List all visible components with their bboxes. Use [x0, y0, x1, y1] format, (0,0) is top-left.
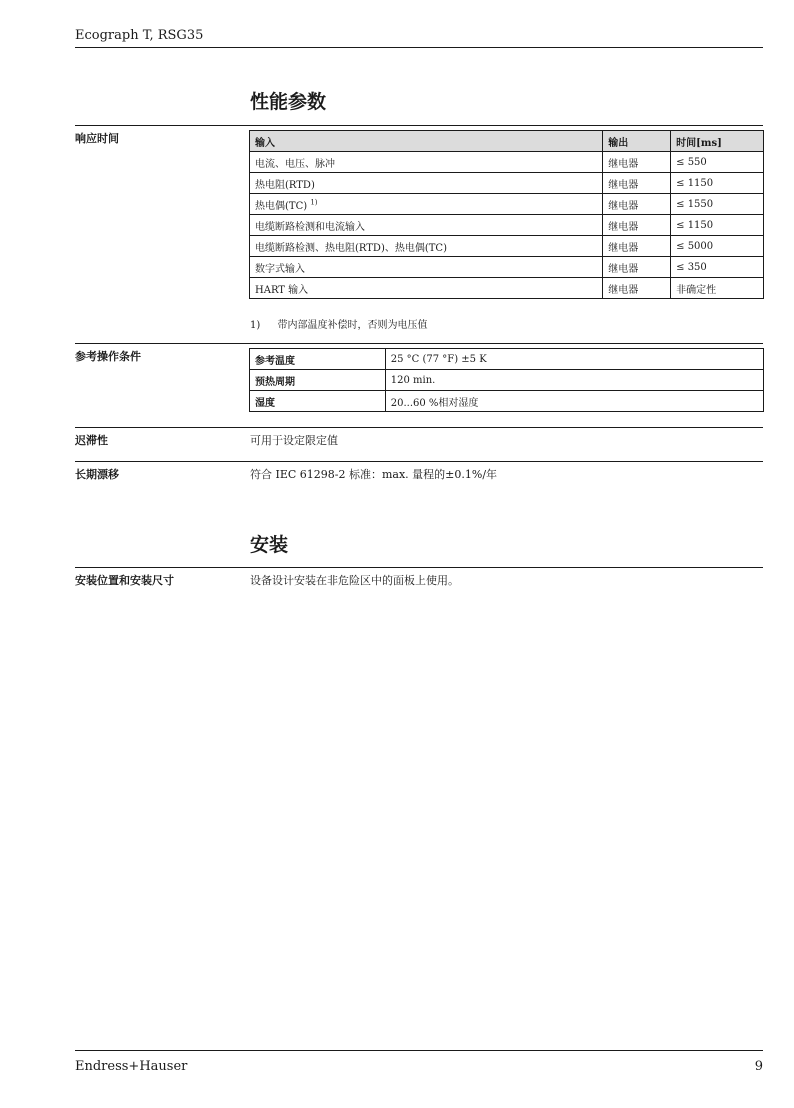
- divider-reference-conditions: [75, 343, 763, 344]
- cell-time: ≤ 1550: [671, 194, 764, 215]
- cell-output: 继电器: [603, 215, 671, 236]
- column-header-output: 输出: [603, 131, 671, 152]
- header-rule: [75, 47, 763, 48]
- cell-input: 电缆断路检测和电流输入: [250, 215, 603, 236]
- label-reference-conditions: 参考操作条件: [75, 350, 141, 363]
- divider-response-time: [75, 125, 763, 126]
- table-row: [250, 349, 764, 370]
- footer-brand: Endress+Hauser: [75, 1059, 188, 1074]
- cell-time: ≤ 1150: [671, 215, 764, 236]
- cell-input: 电缆断路检测、热电阻(RTD)、热电偶(TC): [250, 236, 603, 257]
- label-response-time: 响应时间: [75, 132, 119, 145]
- cell-time: ≤ 550: [671, 152, 764, 173]
- table-row: [250, 152, 764, 173]
- cell-output: 继电器: [603, 152, 671, 173]
- long-term-drift-text: 符合 IEC 61298-2 标准：max. 量程的±0.1%/年: [250, 468, 498, 481]
- document-title: Ecograph T, RSG35: [75, 28, 204, 43]
- label-hysteresis: 迟滞性: [75, 434, 108, 447]
- response-time-table: [249, 130, 764, 299]
- cell-condition-name: 湿度: [250, 391, 386, 412]
- hysteresis-text: 可用于设定限定值: [250, 434, 338, 447]
- section-title-performance: 性能参数: [250, 91, 327, 113]
- cell-input: 热电阻(RTD): [250, 173, 603, 194]
- table-row: [250, 173, 764, 194]
- column-header-time: 时间[ms]: [671, 131, 764, 152]
- label-long-term-drift: 长期漂移: [75, 468, 119, 481]
- footnote-marker: 1): [250, 320, 261, 331]
- cell-output: 继电器: [603, 278, 671, 299]
- footnote: [250, 316, 427, 331]
- table-row: [250, 194, 764, 215]
- cell-time: ≤ 350: [671, 257, 764, 278]
- cell-input: 数字式输入: [250, 257, 603, 278]
- cell-condition-value: 25 °C (77 °F) ±5 K: [385, 349, 763, 370]
- cell-output: 继电器: [603, 236, 671, 257]
- cell-input: HART 输入: [250, 278, 603, 299]
- cell-input-text: 热电偶(TC): [255, 200, 308, 212]
- cell-input: 电流、电压、脉冲: [250, 152, 603, 173]
- divider-mounting: [75, 567, 763, 568]
- table-header-row: [250, 131, 764, 152]
- footer-rule: [75, 1050, 763, 1051]
- cell-output: 继电器: [603, 194, 671, 215]
- cell-time: ≤ 5000: [671, 236, 764, 257]
- table-row: [250, 215, 764, 236]
- table-row: [250, 257, 764, 278]
- cell-condition-value: 120 min.: [385, 370, 763, 391]
- cell-output: 继电器: [603, 173, 671, 194]
- label-mounting: 安装位置和安装尺寸: [75, 574, 174, 587]
- footnote-ref[interactable]: 1): [310, 198, 318, 207]
- footnote-text: 带内部温度补偿时，否则为电压值: [277, 320, 428, 331]
- reference-conditions-table: [249, 348, 764, 412]
- cell-time: 非确定性: [671, 278, 764, 299]
- divider-hysteresis: [75, 427, 763, 428]
- column-header-input: 输入: [250, 131, 603, 152]
- mounting-text: 设备设计安装在非危险区中的面板上使用。: [250, 574, 459, 587]
- cell-output: 继电器: [603, 257, 671, 278]
- cell-condition-value: 20...60 %相对湿度: [385, 391, 763, 412]
- table-row: [250, 391, 764, 412]
- page-number: 9: [754, 1059, 763, 1074]
- cell-time: ≤ 1150: [671, 173, 764, 194]
- section-title-installation: 安装: [250, 534, 289, 556]
- cell-condition-name: 参考温度: [250, 349, 386, 370]
- divider-long-term-drift: [75, 461, 763, 462]
- cell-condition-name: 预热周期: [250, 370, 386, 391]
- table-row: [250, 236, 764, 257]
- table-row: [250, 370, 764, 391]
- cell-input: [250, 194, 603, 215]
- table-row: [250, 278, 764, 299]
